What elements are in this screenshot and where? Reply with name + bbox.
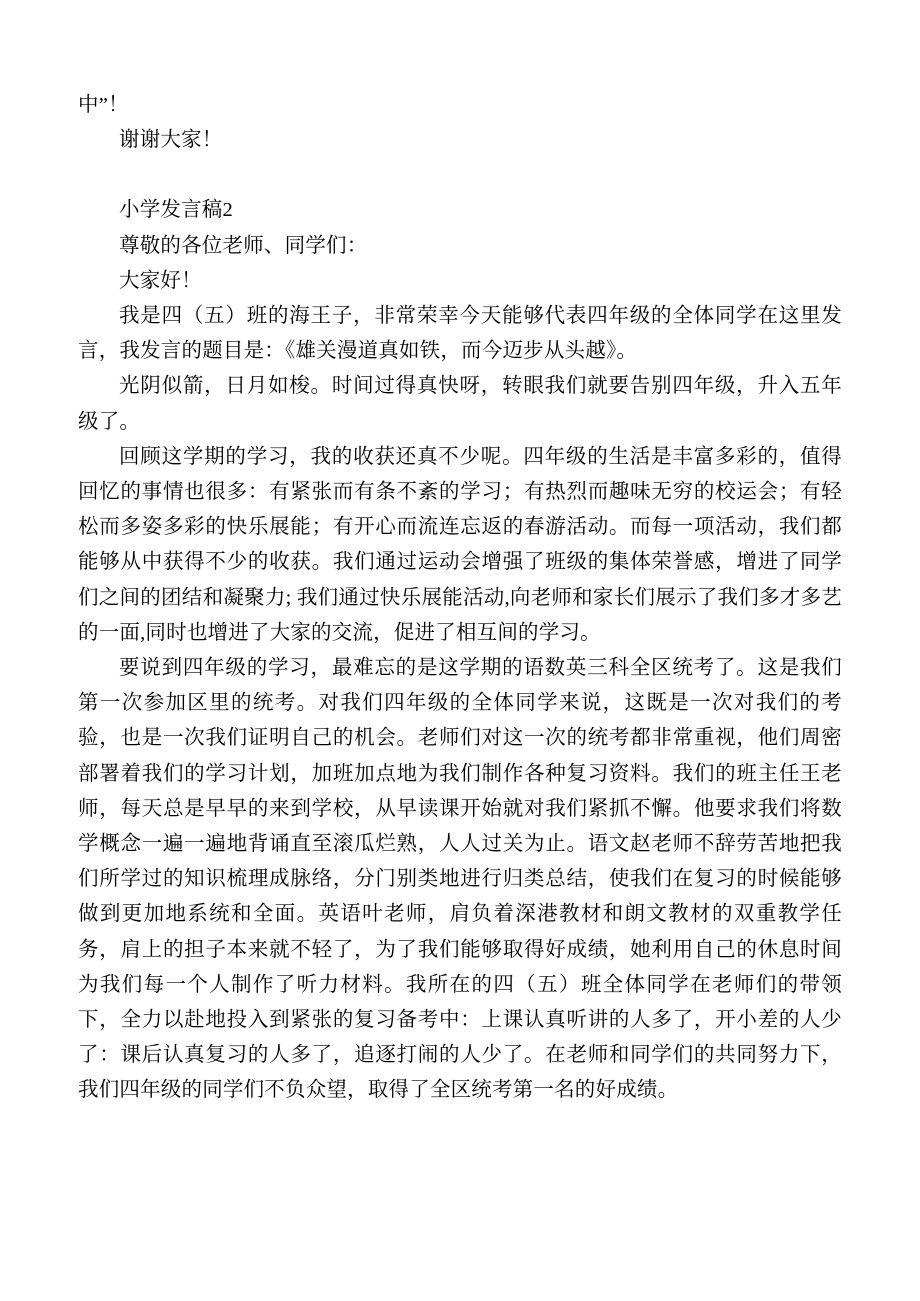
document-body (78, 88, 842, 1109)
paragraph: 要说到四年级的学习，最难忘的是这学期的语数英三科全区统考了。这是我们第一次参加区里的统考。对我们四年级的全体同学来说，这既是一次对我们的考验，也是一次我们证明自己的机会。老师们对这一次的统考都非常重视，他们周密部署着我们的学习计划，加班加点地为我们制作各种复习资料。我们的班主任王老师，每天总是早早的来到学校，从早读课开始就对我们紧抓不懈。他要求我们将数学概念一遍一遍地背诵直至滚瓜烂熟，人人过关为止。语文赵老师不辞劳苦地把我们所学过的知识梳理成脉络，分门别类地进行归类总结，使我们在复习的时候能够做到更加地系统和全面。英语叶老师，肩负着深港教材和朗文教材的双重教学任务，肩上的担子本来就不轻了，为了我们能够取得好成绩，她利用自己的休息时间为我们每一个人制作了听力材料。我所在的四（五）班全体同学在老师们的带领下，全力以赴地投入到紧张的复习备考中：上课认真听讲的人多了，开小差的人少了：课后认真复习的人多了，追逐打闹的人少了。在老师和同学们的共同努力下，我们四年级的同学们不负众望，取得了全区统考第一名的好成绩。 (78, 657, 842, 1102)
section-heading: 小学发言稿2 (119, 199, 233, 222)
paragraph: 我是四（五）班的海王子，非常荣幸今天能够代表四年级的全体同学在这里发言，我发言的题目是：《雄关漫道真如铁，而今迈步从头越》。 (78, 305, 842, 363)
paragraph-spacer (78, 158, 842, 193)
paragraph: 光阴似箭，日月如梭。时间过得真快呀，转眼我们就要告别四年级，升入五年级了。 (78, 375, 842, 433)
paragraph: 中”！ (78, 94, 129, 116)
paragraph: 回顾这学期的学习，我的收获还真不少呢。四年级的生活是丰富多彩的，值得回忆的事情也很多：有紧张而有条不紊的学习；有热烈而趣味无穷的校运会；有轻松而多姿多彩的快乐展能；有开心而流连忘返的春游活动。而每一项活动，我们都能够从中获得不少的收获。我们通过运动会增强了班级的集体荣誉感，增进了同学们之间的团结和凝聚力; 我们通过快乐展能活动,向老师和家长们展示了我们多才多艺的一面,同时也增进了大家的交流，促进了相互间的学习。 (78, 445, 842, 644)
paragraph: 谢谢大家！ (119, 129, 223, 152)
paragraph: 尊敬的各位老师、同学们： (119, 234, 368, 257)
paragraph: 大家好！ (119, 269, 202, 292)
